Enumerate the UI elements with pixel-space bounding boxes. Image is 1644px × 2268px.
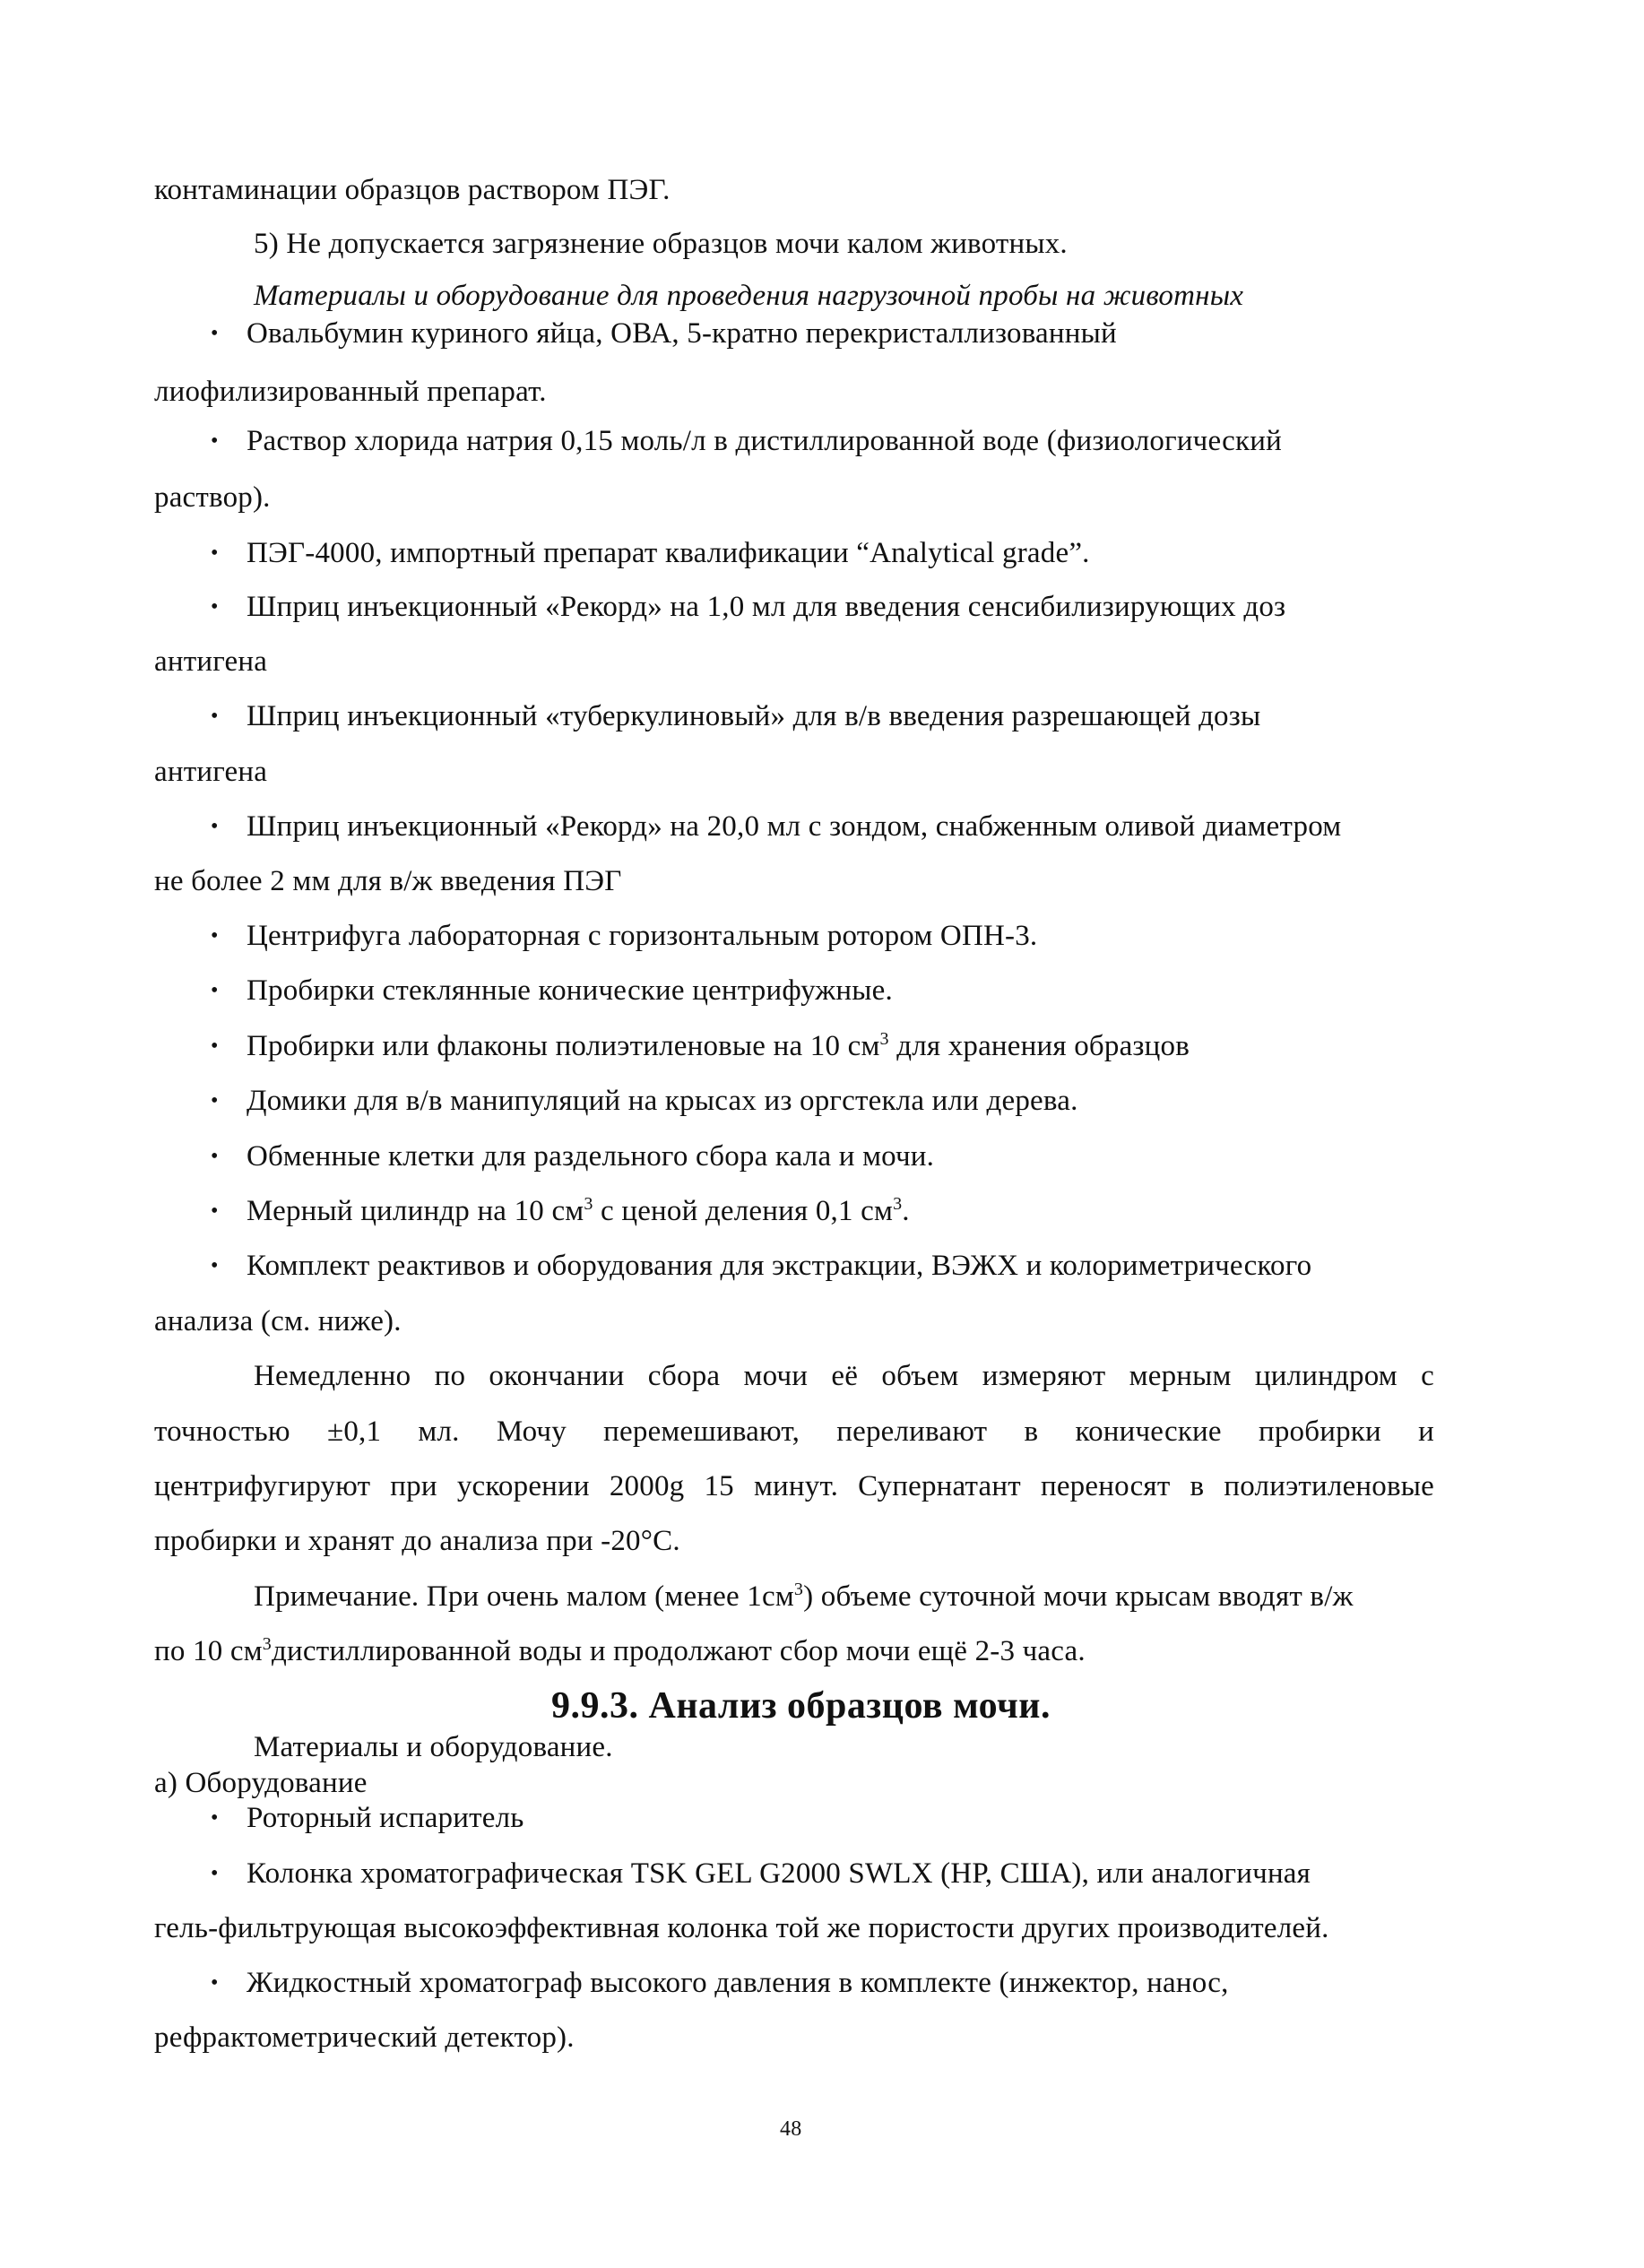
bullet-icon: •: [211, 1199, 219, 1223]
list-item: Овальбумин куриного яйца, ОВА, 5-кратно перекристаллизованный: [247, 317, 1117, 350]
text-line: антигена: [154, 645, 268, 678]
bullet-icon: •: [211, 924, 219, 948]
text-part: с ценой деления 0,1 см: [593, 1195, 894, 1227]
bullet-icon: •: [211, 705, 219, 728]
text-part: дистиллированной воды и продолжают сбор мочи ещё 2-3 часа.: [272, 1635, 1086, 1667]
text-line: анализа (см. ниже).: [154, 1305, 402, 1337]
list-item: [247, 1193, 910, 1229]
list-item: Центрифуга лабораторная с горизонтальным ротором ОПН-3.: [247, 920, 1038, 952]
text-part: по 10 см: [154, 1635, 263, 1667]
list-item: Колонка хроматографическая TSK GEL G2000 SWLX (НР, США), или аналогичная: [247, 1857, 1311, 1890]
text-part: .: [902, 1195, 910, 1227]
superscript: 3: [879, 1029, 889, 1049]
list-item: Шприц инъекционный «туберкулиновый» для в/в введения разрешающей дозы: [247, 700, 1261, 732]
bullet-icon: •: [211, 1254, 219, 1277]
text-line: раствор).: [154, 481, 271, 514]
list-item: Пробирки стеклянные конические центрифужные.: [247, 974, 893, 1007]
bullet-icon: •: [211, 1806, 219, 1830]
bullet-icon: •: [211, 322, 219, 345]
bullet-icon: •: [211, 1971, 219, 1995]
list-item: Жидкостный хроматограф высокого давления в комплекте (инжектор, нанос,: [247, 1967, 1229, 1999]
text-line: не более 2 мм для в/ж введения ПЭГ: [154, 865, 622, 897]
text-part: Мерный цилиндр на 10 см: [247, 1195, 584, 1227]
text-line: антигена: [154, 756, 268, 788]
bullet-icon: •: [211, 1034, 219, 1058]
note-line: [154, 1633, 1086, 1669]
list-item: ПЭГ-4000, импортный препарат квалификации “Analytical grade”.: [247, 537, 1090, 569]
subsection-label: а) Оборудование: [154, 1767, 368, 1799]
bullet-icon: •: [211, 429, 219, 453]
text-part: Пробирки или флаконы полиэтиленовые на 10 см: [247, 1030, 880, 1062]
bullet-icon: •: [211, 1145, 219, 1168]
section-heading: 9.9.3. Анализ образцов мочи.: [551, 1685, 1051, 1727]
text-line: рефрактометрический детектор).: [154, 2021, 575, 2054]
paragraph-line: Немедленно по окончании сбора мочи её объем измеряют мерным цилиндром с: [254, 1360, 1434, 1392]
page-number: 48: [780, 2117, 802, 2141]
list-item-5: 5) Не допускается загрязнение образцов мочи калом животных.: [254, 228, 1068, 260]
superscript: 3: [584, 1194, 593, 1214]
paragraph-line: пробирки и хранят до анализа при -20°С.: [154, 1525, 680, 1557]
list-item: [247, 1028, 1190, 1064]
bullet-icon: •: [211, 979, 219, 1002]
text-part: для хранения образцов: [896, 1030, 1190, 1062]
bullet-icon: •: [211, 1089, 219, 1112]
bullet-icon: •: [211, 595, 219, 619]
note-line: [254, 1579, 1354, 1614]
bullet-icon: •: [211, 815, 219, 838]
list-item: Шприц инъекционный «Рекорд» на 1,0 мл для введения сенсибилизирующих доз: [247, 591, 1286, 623]
list-item: Домики для в/в манипуляций на крысах из оргстекла или дерева.: [247, 1085, 1078, 1117]
superscript: 3: [793, 1580, 804, 1599]
superscript: 3: [893, 1194, 903, 1214]
list-item: Роторный испаритель: [247, 1802, 524, 1834]
superscript: 3: [262, 1634, 272, 1654]
bullet-icon: •: [211, 541, 219, 565]
section-subtitle: Материалы и оборудование для проведения нагрузочной пробы на животных: [254, 280, 1244, 312]
text-part: Примечание. При очень малом (менее 1см: [254, 1580, 794, 1613]
list-item: Комплект реактивов и оборудования для экстракции, ВЭЖХ и колориметрического: [247, 1250, 1312, 1282]
list-item: Раствор хлорида натрия 0,15 моль/л в дистиллированной воде (физиологический: [247, 425, 1282, 457]
text-part: ) объеме суточной мочи крысам вводят в/ж: [803, 1580, 1354, 1613]
text-line: контаминации образцов раствором ПЭГ.: [154, 174, 671, 206]
list-item: Шприц инъекционный «Рекорд» на 20,0 мл с зондом, снабженным оливой диаметром: [247, 810, 1342, 843]
paragraph-line: точностью ±0,1 мл. Мочу перемешивают, переливают в конические пробирки и: [154, 1415, 1434, 1448]
bullet-icon: •: [211, 1862, 219, 1885]
text-line: лиофилизированный препарат.: [154, 376, 547, 408]
text-line: гель-фильтрующая высокоэффективная колонка той же пористости других производителей.: [154, 1912, 1329, 1944]
subsection-title: Материалы и оборудование.: [254, 1731, 613, 1763]
list-item: Обменные клетки для раздельного сбора кала и мочи.: [247, 1140, 935, 1173]
paragraph-line: центрифугируют при ускорении 2000g 15 минут. Супернатант переносят в полиэтиленовые: [154, 1470, 1434, 1502]
